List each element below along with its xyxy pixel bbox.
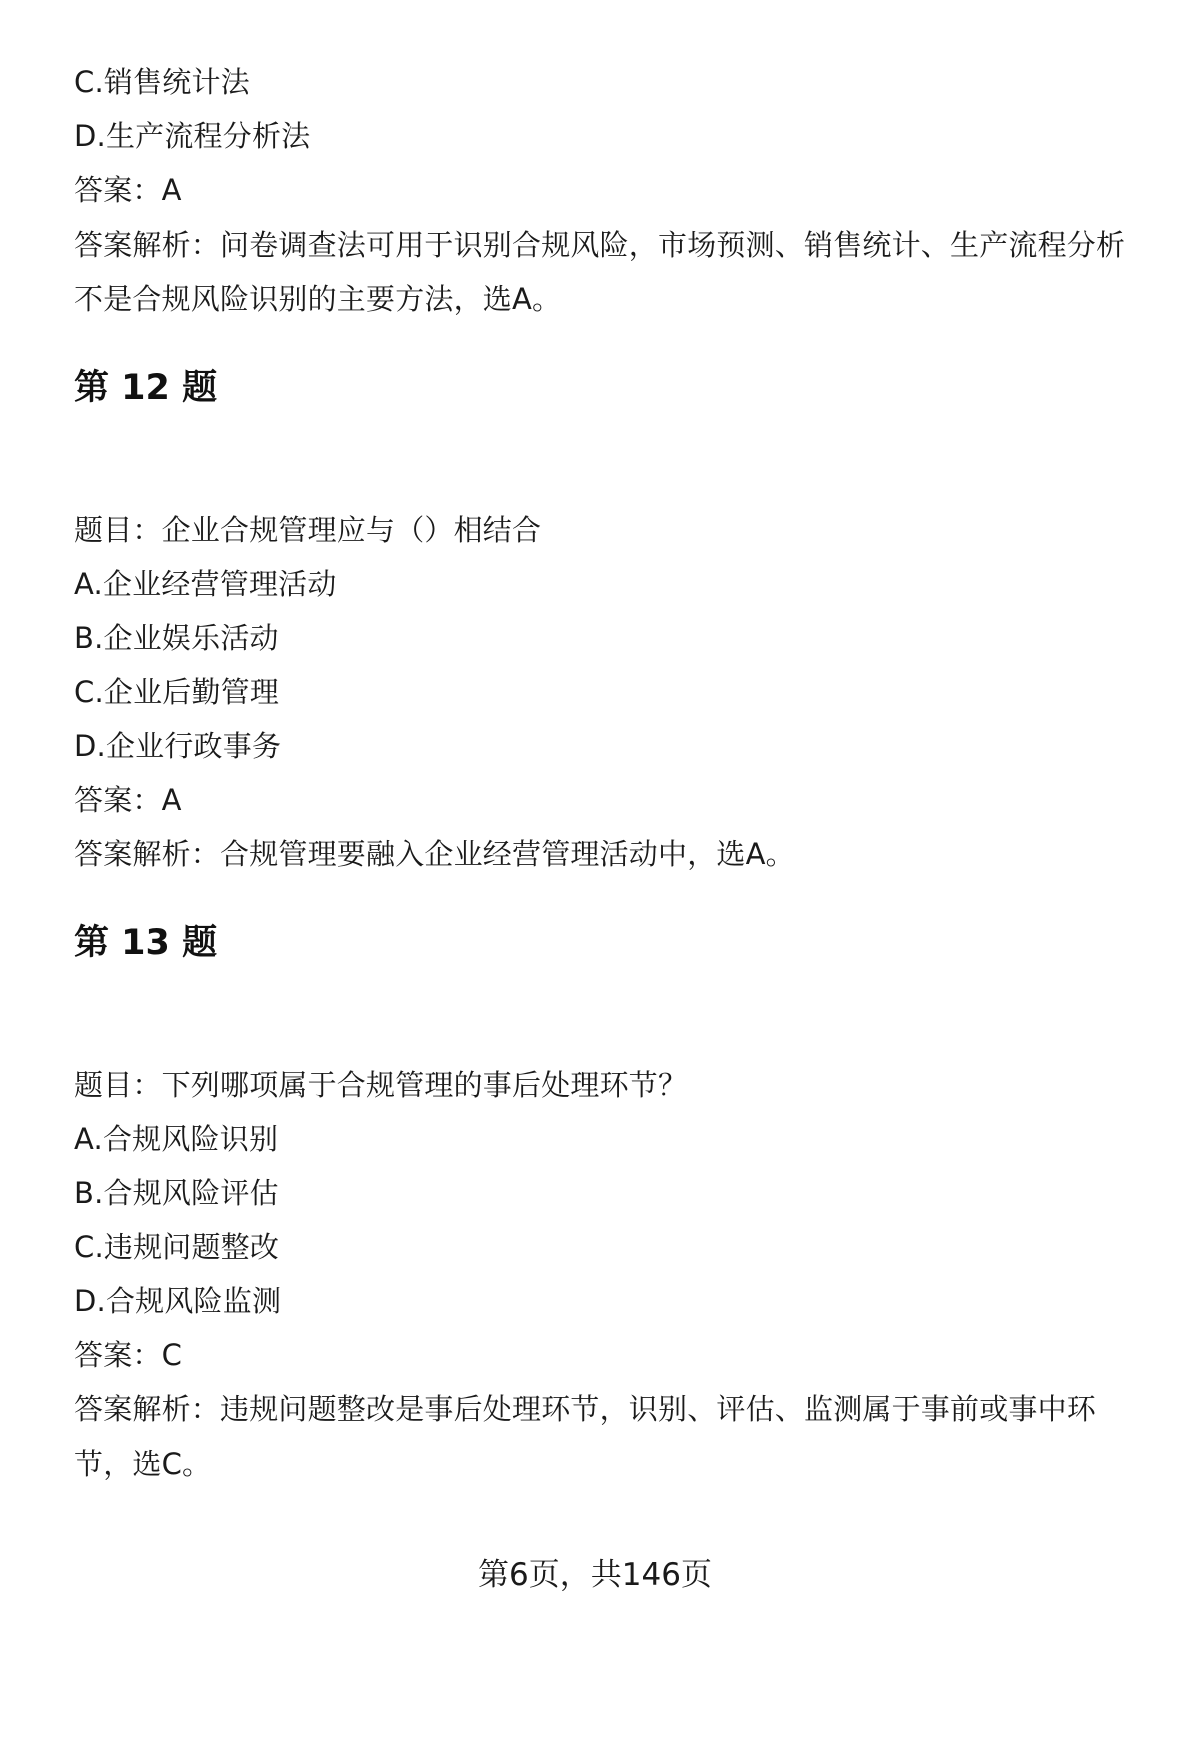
explanation-text: 答案解析：违规问题整改是事后处理环节，识别、评估、监测属于事前或事中环 bbox=[74, 1392, 1097, 1426]
option-a-text: A.合规风险识别 bbox=[74, 1122, 279, 1156]
answer-text: 答案：C bbox=[74, 1338, 183, 1372]
answer-text: 答案：A bbox=[74, 783, 182, 817]
option-d-text: D.企业行政事务 bbox=[74, 729, 282, 763]
option-d-text: D.合规风险监测 bbox=[74, 1284, 282, 1318]
question-prompt: 题目：下列哪项属于合规管理的事后处理环节？ bbox=[74, 1068, 688, 1102]
option-d-text: D.生产流程分析法 bbox=[74, 119, 311, 153]
question-heading: 第 13 题 bbox=[74, 923, 218, 963]
explanation-text: 答案解析：问卷调查法可用于识别合规风险，市场预测、销售统计、生产流程分析 bbox=[74, 228, 1126, 262]
option-a-text: A.企业经营管理活动 bbox=[74, 567, 337, 601]
explanation-text-continued: 不是合规风险识别的主要方法，选A。 bbox=[74, 282, 562, 316]
option-b-text: B.企业娱乐活动 bbox=[74, 621, 279, 655]
option-c-text: C.销售统计法 bbox=[74, 65, 250, 99]
question-prompt: 题目：企业合规管理应与（）相结合 bbox=[74, 513, 542, 547]
explanation-text: 答案解析：合规管理要融入企业经营管理活动中，选A。 bbox=[74, 837, 795, 871]
answer-text: 答案：A bbox=[74, 173, 182, 207]
option-c-text: C.违规问题整改 bbox=[74, 1230, 280, 1264]
option-b-text: B.合规风险评估 bbox=[74, 1176, 279, 1210]
question-heading: 第 12 题 bbox=[74, 368, 218, 408]
option-c-text: C.企业后勤管理 bbox=[74, 675, 280, 709]
explanation-text-continued: 节，选C。 bbox=[74, 1447, 212, 1481]
page-number-footer: 第6页，共146页 bbox=[478, 1557, 712, 1593]
